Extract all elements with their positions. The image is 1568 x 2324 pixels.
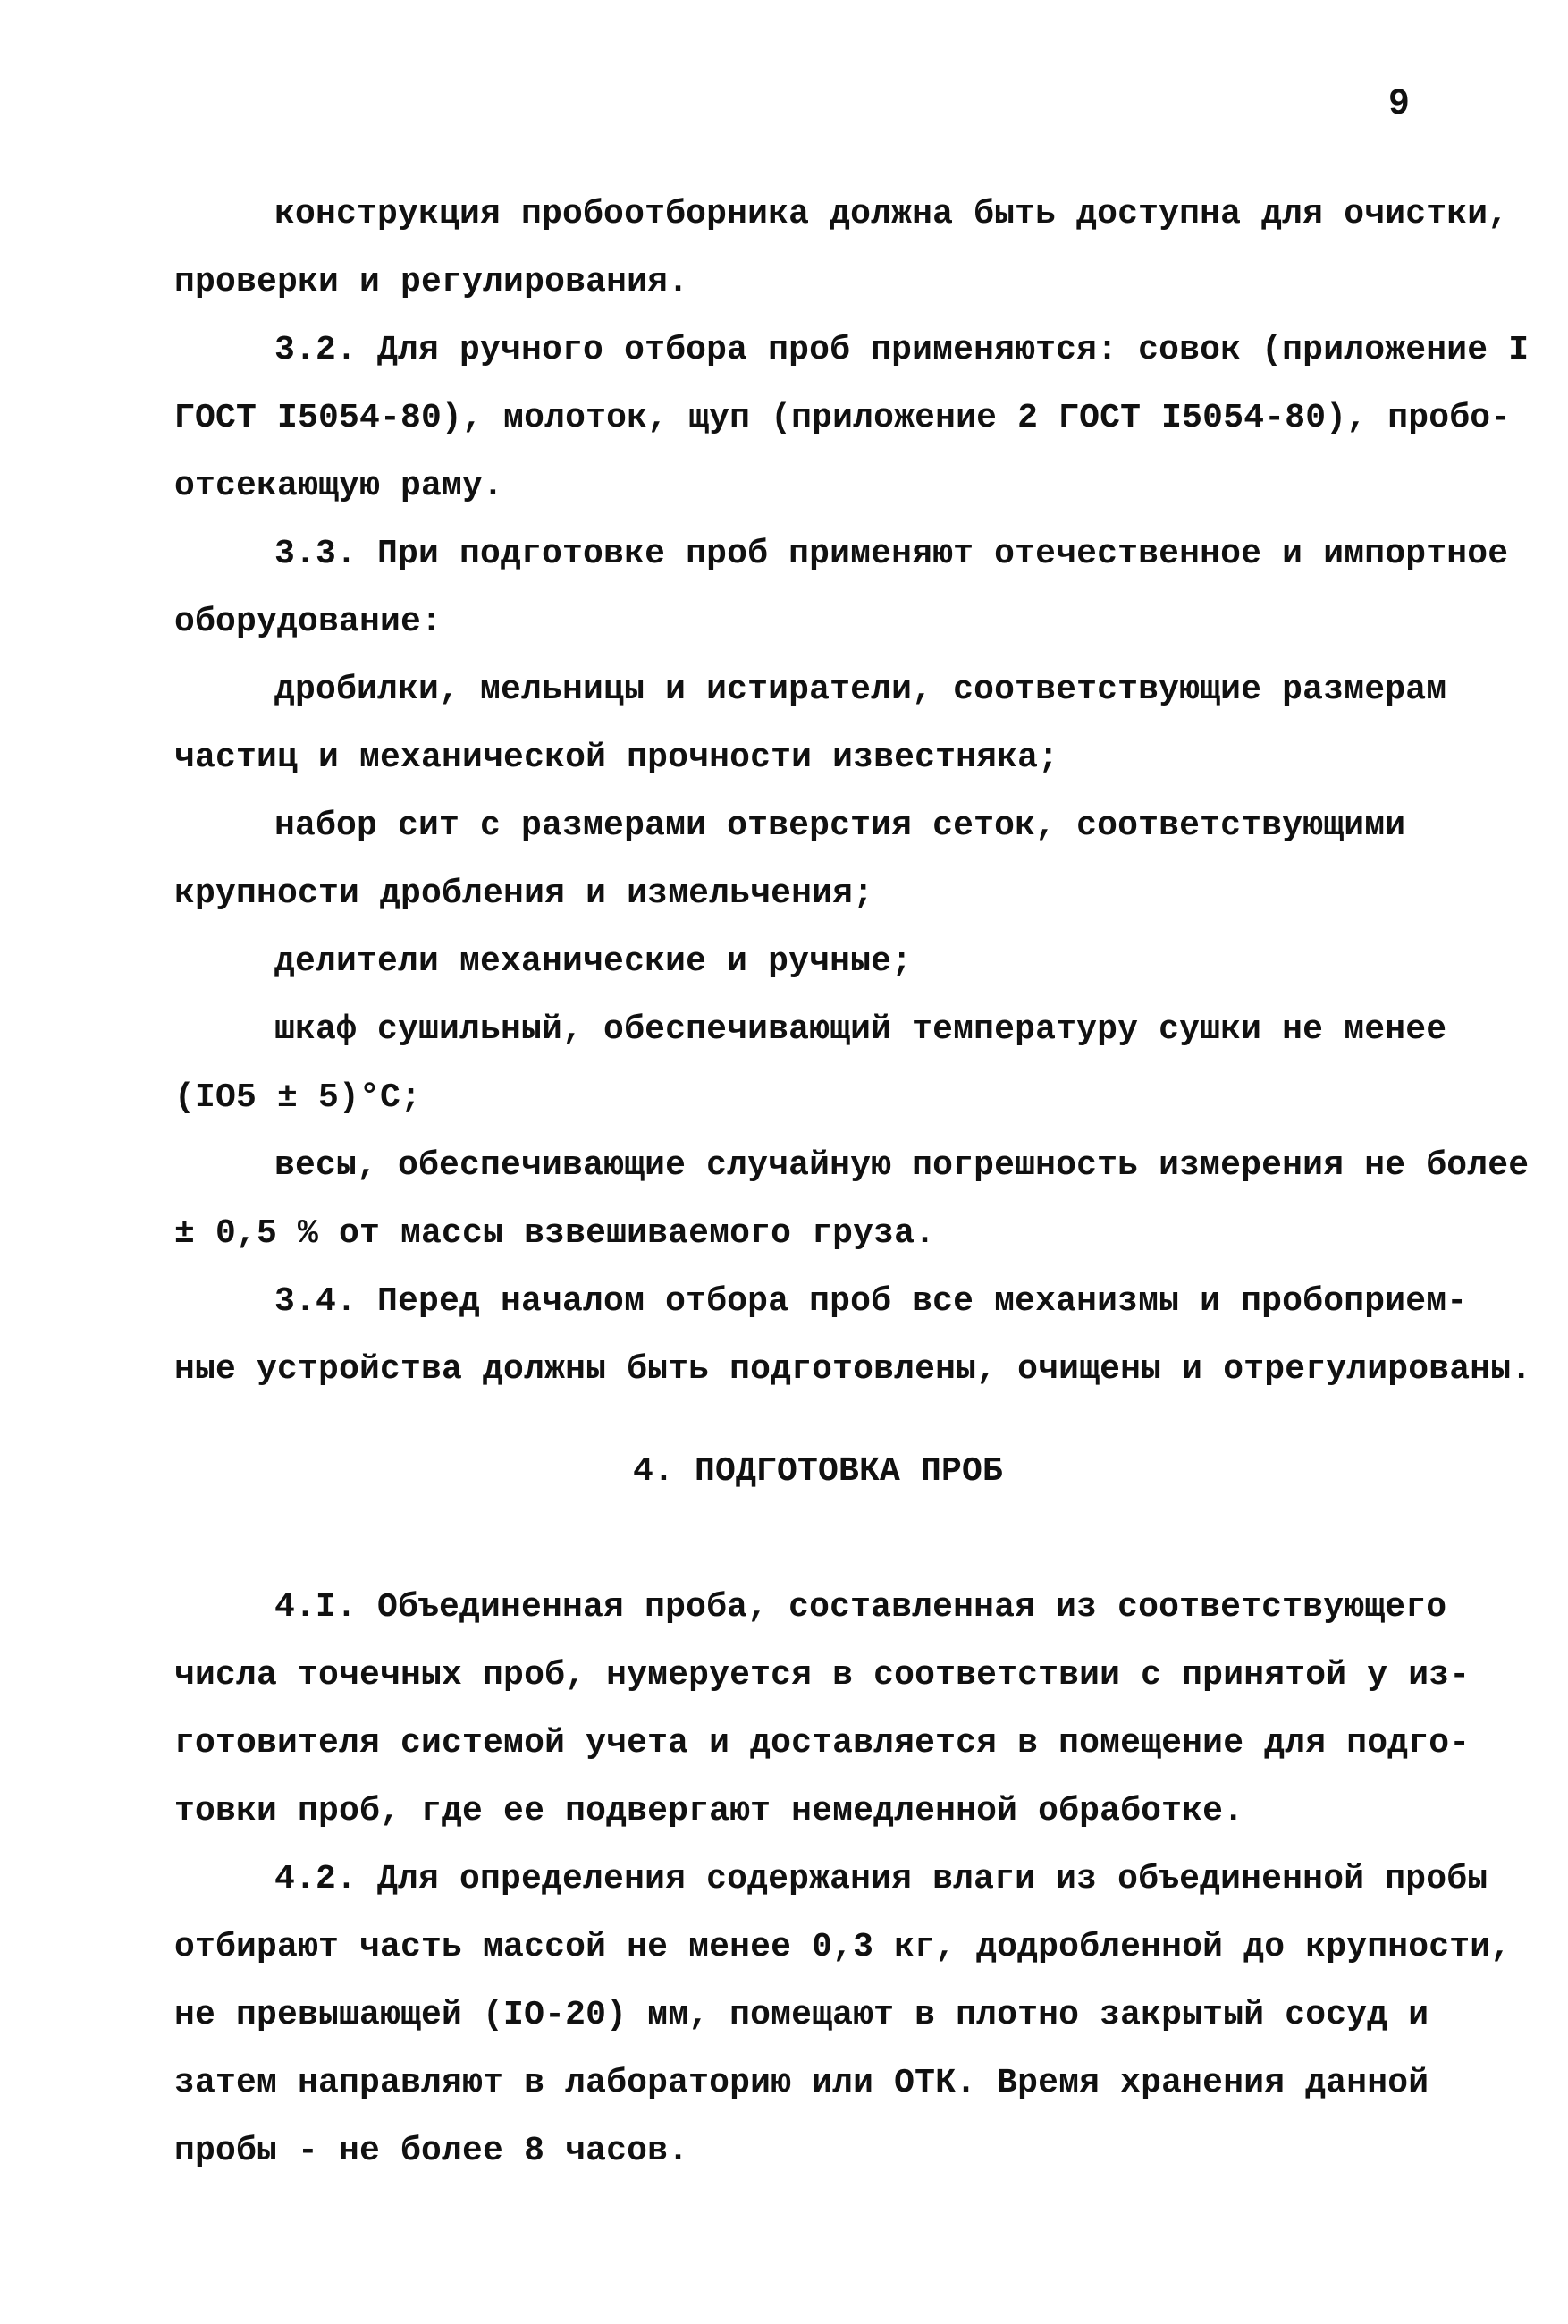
paragraph-line: 3.4. Перед началом отбора проб все механизмы и пробоприем-	[274, 1282, 1468, 1321]
paragraph-line: 3.3. При подготовке проб применяют отечественное и импортное	[274, 535, 1509, 573]
paragraph-line: товки проб, где ее подвергают немедленной обработке.	[174, 1792, 1244, 1830]
paragraph-line: не превышающей (IO-20) мм, помещают в плотно закрытый сосуд и	[174, 1996, 1429, 2034]
paragraph-line: проверки и регулирования.	[174, 263, 689, 301]
section-heading: 4. ПОДГОТОВКА ПРОБ	[632, 1452, 1004, 1491]
paragraph-line: готовителя системой учета и доставляется в помещение для подго-	[174, 1724, 1471, 1762]
list-item-line: частиц и механической прочности известняка;	[174, 739, 1059, 777]
list-item-line: шкаф сушильный, обеспечивающий температуру сушки не менее	[274, 1010, 1447, 1049]
list-item-line: дробилки, мельницы и истиратели, соответствующие размерам	[274, 671, 1447, 709]
list-item-line: весы, обеспечивающие случайную погрешность измерения не более	[274, 1146, 1530, 1185]
list-item-line: крупности дробления и измельчения;	[174, 875, 874, 913]
paragraph-line: конструкция пробоотборника должна быть доступна для очистки,	[274, 195, 1509, 233]
paragraph-line: ные устройства должны быть подготовлены, очищены и отрегулированы.	[174, 1350, 1532, 1389]
paragraph-line: 4.I. Объединенная проба, составленная из соответствующего	[274, 1588, 1447, 1627]
list-item-line: делители механические и ручные;	[274, 942, 913, 981]
paragraph-line: затем направляют в лабораторию или ОТК. Время хранения данной	[174, 2064, 1429, 2102]
paragraph-line: числа точечных проб, нумеруется в соответствии с принятой у из-	[174, 1656, 1471, 1694]
paragraph-line: отбирают часть массой не менее 0,3 кг, додробленной до крупности,	[174, 1928, 1512, 1966]
paragraph-line: оборудование:	[174, 603, 443, 641]
list-item-line: (IO5 ± 5)°С;	[174, 1078, 422, 1117]
list-item-line: набор сит с размерами отверстия сеток, соответствующими	[274, 807, 1406, 845]
document-body	[174, 181, 1532, 2185]
paragraph-line: 4.2. Для определения содержания влаги из объединенной пробы	[274, 1860, 1488, 1898]
paragraph-line: пробы - не более 8 часов.	[174, 2132, 689, 2170]
paragraph-line: 3.2. Для ручного отбора проб применяются: совок (приложение I	[274, 331, 1530, 369]
paragraph-line: отсекающую раму.	[174, 467, 504, 505]
list-item-line: ± 0,5 % от массы взвешиваемого груза.	[174, 1214, 936, 1253]
paragraph-line: ГОСТ I5054-80), молоток, щуп (приложение 2 ГОСТ I5054-80), пробо-	[174, 399, 1512, 437]
page-number: 9	[1388, 82, 1409, 122]
